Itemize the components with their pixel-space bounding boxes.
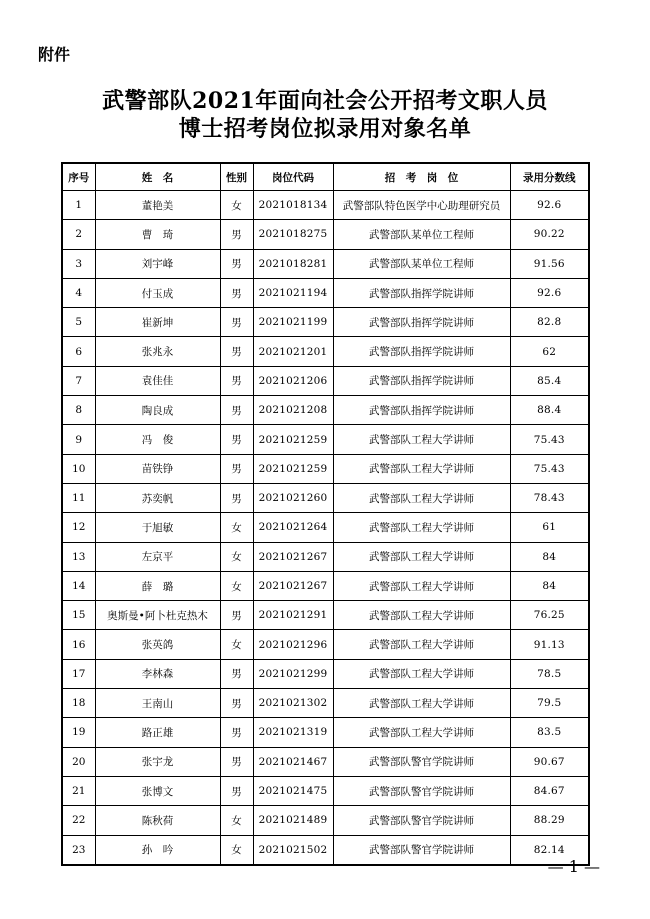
cell-name: 董艳美	[95, 191, 220, 220]
cell-position: 武警部队工程大学讲师	[333, 571, 510, 600]
cell-score: 76.25	[510, 601, 589, 630]
table-row	[62, 278, 589, 307]
cell-position: 武警部队某单位工程师	[333, 249, 510, 278]
table-row	[62, 835, 589, 865]
cell-position-code: 2021021194	[253, 278, 333, 307]
candidate-table	[61, 162, 590, 866]
table-row	[62, 249, 589, 278]
cell-gender: 男	[220, 776, 253, 805]
cell-position: 武警部队特色医学中心助理研究员	[333, 191, 510, 220]
cell-position-code: 2021021267	[253, 571, 333, 600]
cell-gender: 女	[220, 806, 253, 835]
cell-score: 85.4	[510, 366, 589, 395]
cell-gender: 男	[220, 396, 253, 425]
table-row	[62, 191, 589, 220]
cell-position-code: 2021021260	[253, 483, 333, 512]
cell-gender: 男	[220, 689, 253, 718]
cell-name: 张兆永	[95, 337, 220, 366]
cell-gender: 女	[220, 191, 253, 220]
cell-position-code: 2021021201	[253, 337, 333, 366]
attachment-label: 附件	[38, 45, 71, 64]
cell-position: 武警部队指挥学院讲师	[333, 278, 510, 307]
cell-gender: 男	[220, 425, 253, 454]
cell-seq: 1	[62, 191, 95, 220]
cell-score: 61	[510, 513, 589, 542]
cell-position-code: 2021021259	[253, 454, 333, 483]
table-row	[62, 718, 589, 747]
cell-position-code: 2021021502	[253, 835, 333, 865]
cell-name: 陶良成	[95, 396, 220, 425]
cell-name: 张英鸽	[95, 630, 220, 659]
table-row	[62, 601, 589, 630]
cell-score: 75.43	[510, 425, 589, 454]
table-row	[62, 806, 589, 835]
cell-name: 孙 吟	[95, 835, 220, 865]
cell-position-code: 2021021259	[253, 425, 333, 454]
header-position-code: 岗位代码	[253, 163, 333, 191]
cell-seq: 9	[62, 425, 95, 454]
cell-position: 武警部队工程大学讲师	[333, 659, 510, 688]
cell-seq: 8	[62, 396, 95, 425]
cell-position: 武警部队警官学院讲师	[333, 747, 510, 776]
cell-position-code: 2021021319	[253, 718, 333, 747]
table-row	[62, 308, 589, 337]
cell-gender: 男	[220, 601, 253, 630]
cell-position-code: 2021021206	[253, 366, 333, 395]
cell-score: 83.5	[510, 718, 589, 747]
cell-position-code: 2021021208	[253, 396, 333, 425]
cell-score: 82.8	[510, 308, 589, 337]
cell-gender: 女	[220, 513, 253, 542]
cell-position-code: 2021018281	[253, 249, 333, 278]
table-row	[62, 483, 589, 512]
cell-score: 84.67	[510, 776, 589, 805]
header-score: 录用分数线	[510, 163, 589, 191]
cell-gender: 女	[220, 571, 253, 600]
cell-score: 90.22	[510, 220, 589, 249]
cell-seq: 22	[62, 806, 95, 835]
table-header-row	[62, 163, 589, 191]
cell-score: 92.6	[510, 191, 589, 220]
cell-position-code: 2021021475	[253, 776, 333, 805]
cell-name: 路正雄	[95, 718, 220, 747]
table-row	[62, 776, 589, 805]
cell-position-code: 2021021291	[253, 601, 333, 630]
table-row	[62, 689, 589, 718]
cell-score: 92.6	[510, 278, 589, 307]
cell-name: 李林森	[95, 659, 220, 688]
table-row	[62, 630, 589, 659]
cell-seq: 17	[62, 659, 95, 688]
cell-score: 91.56	[510, 249, 589, 278]
cell-name: 苗铁铮	[95, 454, 220, 483]
document-title-line-1: 武警部队2021年面向社会公开招考文职人员	[102, 88, 548, 114]
table-row	[62, 220, 589, 249]
cell-gender: 男	[220, 220, 253, 249]
cell-position-code: 2021021199	[253, 308, 333, 337]
cell-score: 78.5	[510, 659, 589, 688]
table-row	[62, 542, 589, 571]
cell-position: 武警部队警官学院讲师	[333, 835, 510, 865]
cell-score: 88.4	[510, 396, 589, 425]
cell-position: 武警部队工程大学讲师	[333, 542, 510, 571]
cell-name: 奥斯曼•阿卜杜克热木	[95, 601, 220, 630]
cell-gender: 女	[220, 835, 253, 865]
cell-gender: 男	[220, 659, 253, 688]
cell-position: 武警部队工程大学讲师	[333, 513, 510, 542]
cell-score: 62	[510, 337, 589, 366]
cell-name: 左京平	[95, 542, 220, 571]
cell-score: 90.67	[510, 747, 589, 776]
cell-position-code: 2021021264	[253, 513, 333, 542]
cell-seq: 4	[62, 278, 95, 307]
cell-score: 75.43	[510, 454, 589, 483]
cell-position: 武警部队警官学院讲师	[333, 776, 510, 805]
cell-seq: 18	[62, 689, 95, 718]
cell-seq: 11	[62, 483, 95, 512]
cell-name: 曹 琦	[95, 220, 220, 249]
cell-name: 冯 俊	[95, 425, 220, 454]
cell-position: 武警部队工程大学讲师	[333, 601, 510, 630]
cell-gender: 男	[220, 308, 253, 337]
header-position: 招 考 岗 位	[333, 163, 510, 191]
cell-gender: 男	[220, 718, 253, 747]
cell-position: 武警部队工程大学讲师	[333, 454, 510, 483]
cell-position: 武警部队指挥学院讲师	[333, 366, 510, 395]
cell-name: 张博文	[95, 776, 220, 805]
table-row	[62, 747, 589, 776]
cell-position: 武警部队工程大学讲师	[333, 689, 510, 718]
cell-score: 78.43	[510, 483, 589, 512]
cell-position: 武警部队工程大学讲师	[333, 425, 510, 454]
cell-name: 张宇龙	[95, 747, 220, 776]
cell-score: 84	[510, 542, 589, 571]
cell-position-code: 2021021299	[253, 659, 333, 688]
cell-score: 91.13	[510, 630, 589, 659]
cell-score: 82.14	[510, 835, 589, 865]
cell-position: 武警部队指挥学院讲师	[333, 337, 510, 366]
table-row	[62, 337, 589, 366]
cell-seq: 12	[62, 513, 95, 542]
page-number: — 1 —	[547, 857, 600, 876]
cell-seq: 15	[62, 601, 95, 630]
cell-name: 刘宇峰	[95, 249, 220, 278]
cell-score: 79.5	[510, 689, 589, 718]
cell-name: 崔新坤	[95, 308, 220, 337]
header-seq: 序号	[62, 163, 95, 191]
cell-seq: 10	[62, 454, 95, 483]
cell-position: 武警部队工程大学讲师	[333, 718, 510, 747]
cell-seq: 5	[62, 308, 95, 337]
cell-gender: 男	[220, 454, 253, 483]
cell-seq: 20	[62, 747, 95, 776]
cell-gender: 女	[220, 630, 253, 659]
cell-gender: 男	[220, 366, 253, 395]
cell-position: 武警部队指挥学院讲师	[333, 396, 510, 425]
table-row	[62, 659, 589, 688]
cell-seq: 13	[62, 542, 95, 571]
cell-position-code: 2021021302	[253, 689, 333, 718]
cell-name: 于旭敏	[95, 513, 220, 542]
cell-gender: 女	[220, 542, 253, 571]
cell-position: 武警部队某单位工程师	[333, 220, 510, 249]
cell-position: 武警部队工程大学讲师	[333, 483, 510, 512]
cell-seq: 3	[62, 249, 95, 278]
header-name: 姓 名	[95, 163, 220, 191]
cell-position-code: 2021018134	[253, 191, 333, 220]
cell-gender: 男	[220, 337, 253, 366]
cell-position-code: 2021021267	[253, 542, 333, 571]
cell-seq: 19	[62, 718, 95, 747]
document-title-line-2: 博士招考岗位拟录用对象名单	[178, 116, 472, 142]
table-row	[62, 513, 589, 542]
table-row	[62, 366, 589, 395]
header-gender: 性别	[220, 163, 253, 191]
table-row	[62, 454, 589, 483]
cell-position: 武警部队警官学院讲师	[333, 806, 510, 835]
cell-seq: 14	[62, 571, 95, 600]
cell-seq: 23	[62, 835, 95, 865]
table-row	[62, 396, 589, 425]
cell-name: 付玉成	[95, 278, 220, 307]
cell-name: 陈秋荷	[95, 806, 220, 835]
cell-position-code: 2021021296	[253, 630, 333, 659]
cell-gender: 男	[220, 483, 253, 512]
cell-gender: 男	[220, 249, 253, 278]
cell-name: 苏奕帆	[95, 483, 220, 512]
cell-seq: 21	[62, 776, 95, 805]
table-row	[62, 425, 589, 454]
cell-name: 袁佳佳	[95, 366, 220, 395]
cell-position-code: 2021018275	[253, 220, 333, 249]
cell-seq: 16	[62, 630, 95, 659]
cell-seq: 7	[62, 366, 95, 395]
cell-position-code: 2021021489	[253, 806, 333, 835]
table-row	[62, 571, 589, 600]
cell-position: 武警部队工程大学讲师	[333, 630, 510, 659]
table-body	[62, 191, 589, 865]
cell-seq: 2	[62, 220, 95, 249]
cell-name: 王南山	[95, 689, 220, 718]
cell-score: 84	[510, 571, 589, 600]
cell-name: 薛 璐	[95, 571, 220, 600]
cell-gender: 男	[220, 747, 253, 776]
cell-position: 武警部队指挥学院讲师	[333, 308, 510, 337]
cell-gender: 男	[220, 278, 253, 307]
cell-seq: 6	[62, 337, 95, 366]
cell-position-code: 2021021467	[253, 747, 333, 776]
cell-score: 88.29	[510, 806, 589, 835]
